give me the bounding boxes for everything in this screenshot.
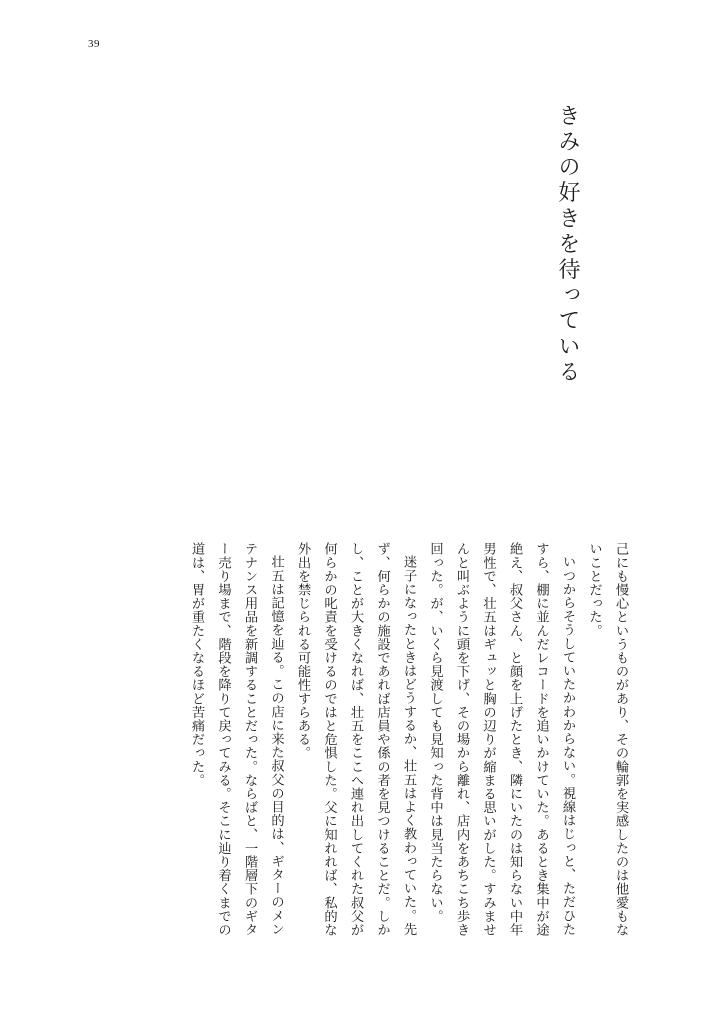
body-text — [133, 542, 633, 942]
chapter-title: きみの好きを待っている — [555, 104, 580, 386]
page-number: 39 — [88, 38, 100, 50]
paragraph: 己にも慢心というものがあり、その輪郭を実感したのは他愛もないことだった。 — [586, 542, 628, 937]
paragraph: いつからそうしていたかわからない。視線はじっと、ただひたすら、棚に並んだレコードを追いかけていた。あるとき集中が途絶え、叔父さん、と顔を上げたとき、隣にいたのは知らない中年男性で、壮五はギュッと胸の辺りが縮まる思いがした。すみませんと叫ぶように頭を下げ、その場から離れ、店内をあちこち歩き回った。が、いくら見渡しても見知った背中は見当たらない。 — [427, 542, 575, 937]
paragraph: 壮五は記憶を辿る。この店に来た叔父の目的は、ギターのメンテナンス用品を新調することだった。ならばと、一階層下のギター売り場まで、階段を降りて戻ってみる。そこに辿り着くまでの道は、胃が重たくなるほど苦痛だった。 — [189, 542, 284, 937]
paragraph: 迷子になったときはどうするか、壮五はよく教わっていた。先ず、何らかの施設であれば店員や係の者を見つけることだ。しかし、ことが大きくなれば、壮五をここへ連れ出してくれた叔父が何らかの叱責を受けるのではと危惧した。父に知れれば、私的な外出を禁じられる可能性すらある。 — [295, 542, 416, 937]
